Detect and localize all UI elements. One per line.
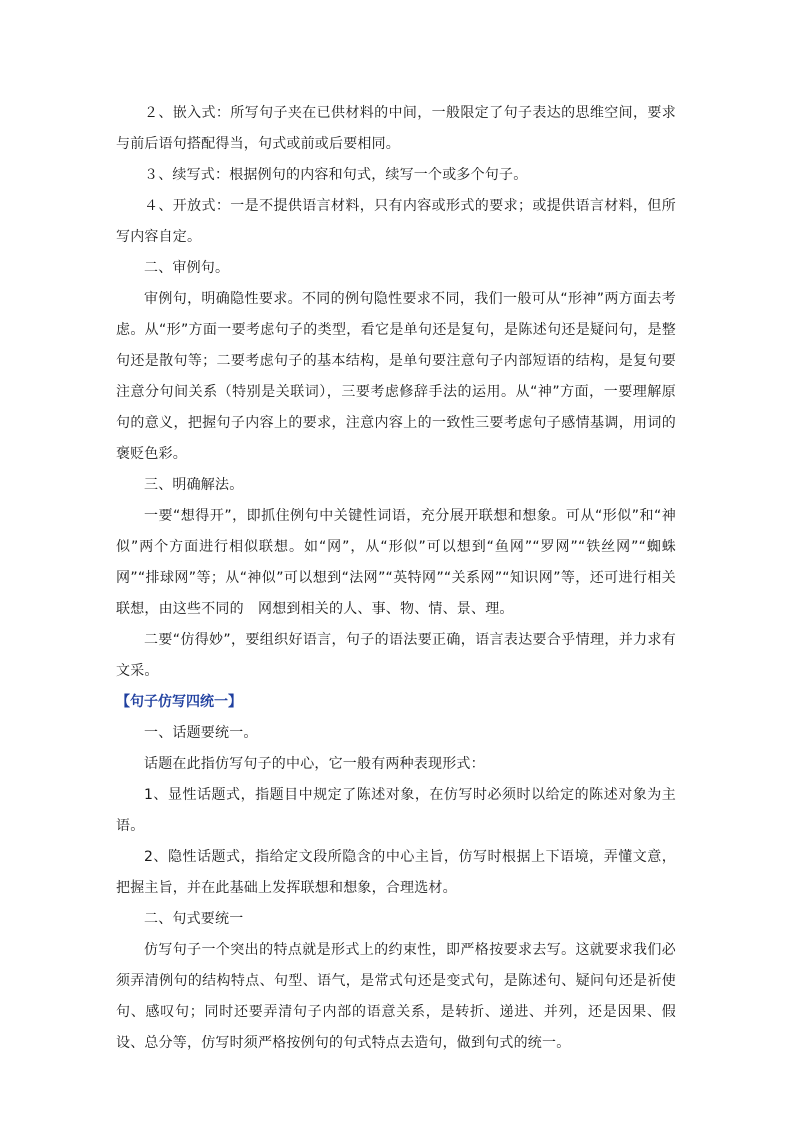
subheading-topic-unified: 一、话题要统一。 — [144, 725, 258, 741]
subheading-clarify-method: 三、明确解法。 — [144, 477, 244, 493]
paragraph-think-open: 一要“想得开”，即抓住例句中关键性词语，充分展开联想和想象。可从“形似”和“神似”两个方面进行相似联想。如“网”，从“形似”可以想到“鱼网”“罗网”“铁丝网”“蜘蛛网”“排球网”等；从“神似”可以想到“法网”“英特网”“关系网”“知识网”等，还可进行相关联想，由这些不同的 网想到相关的人、事、物、情、景、理。 — [116, 508, 676, 617]
paragraph-imitate-well: 二要“仿得妙”，要组织好语言，句子的语法要正确，语言表达要合乎情理，并力求有文采。 — [116, 632, 676, 679]
paragraph-examine-example: 审例句，明确隐性要求。不同的例句隐性要求不同，我们一般可从“形神”两方面去考虑。从“形”方面一要考虑句子的类型，看它是单句还是复句，是陈述句还是疑问句，是整句还是散句等；二要考虑句子的基本结构，是单句要注意句子内部短语的结构，是复句要注意分句间关系（特别是关联词），三要考虑修辞手法的运用。从“神”方面，一要理解原句的意义，把握句子内容上的要求，注意内容上的一致性三要考虑句子感情基调，用词的褒贬色彩。 — [116, 291, 676, 462]
paragraph-explicit-topic: 1、显性话题式，指题目中规定了陈述对象，在仿写时必须时以给定的陈述对象为主语。 — [116, 787, 676, 834]
paragraph-continuation-type: ３、续写式：根据例句的内容和句式，续写一个或多个句子。 — [144, 167, 528, 183]
document-body — [116, 98, 676, 1059]
paragraph-open-type: ４、开放式：一是不提供语言材料，只有内容或形式的要求；或提供语言材料，但所写内容自定。 — [116, 198, 676, 245]
paragraph-embedded-type: ２、嵌入式：所写句子夹在已供材料的中间，一般限定了句子表达的思维空间，要求与前后语句搭配得当，句式或前或后要相同。 — [116, 105, 676, 152]
subheading-examine-example: 二、审例句。 — [144, 260, 230, 276]
section-heading: 【句子仿写四统一】 — [116, 694, 242, 710]
paragraph-sentence-form: 仿写句子一个突出的特点就是形式上的约束性，即严格按要求去写。这就要求我们必须弄清例句的结构特点、句型、语气，是常式句还是变式句，是陈述句、疑问句还是祈使句、感叹句；同时还要弄清句子内部的语意关系，是转折、递进、并列，还是因果、假设、总分等，仿写时须严格按例句的句式特点去造句，做到句式的统一。 — [116, 942, 676, 1051]
paragraph-topic-definition: 话题在此指仿写句子的中心，它一般有两种表现形式： — [144, 756, 485, 772]
subheading-sentence-unified: 二、句式要统一 — [144, 911, 244, 927]
paragraph-implicit-topic: 2、隐性话题式，指给定文段所隐含的中心主旨，仿写时根据上下语境，弄懂文意，把握主旨，并在此基础上发挥联想和想象，合理选材。 — [116, 849, 676, 896]
